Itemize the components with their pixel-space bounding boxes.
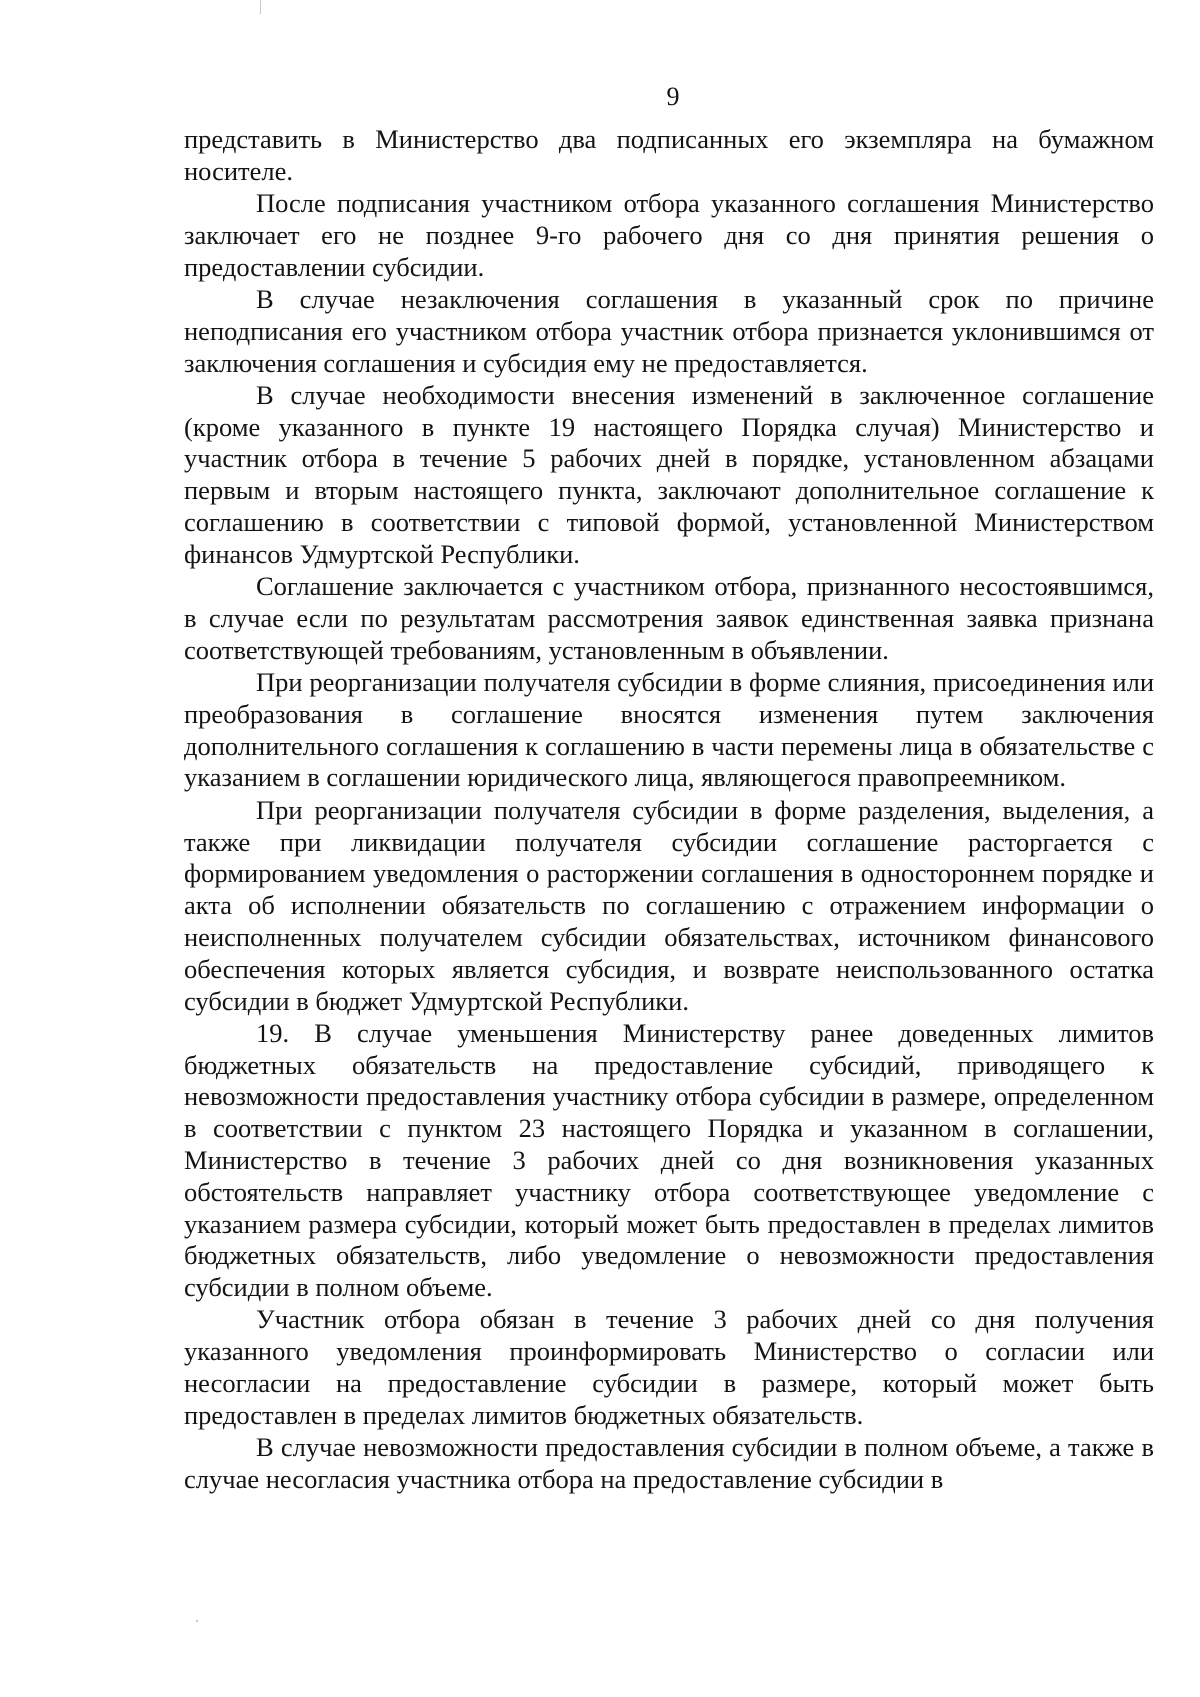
paragraph-non-conclusion: В случае незаключения соглашения в указанный срок по причине неподписания его участником отбора участник отбора признается уклонившимся от заключения соглашения и субсидия ему не предоставляется. (184, 283, 1154, 378)
paragraph-continuation: представить в Министерство два подписанных его экземпляра на бумажном носителе. (184, 124, 1154, 186)
document-body (184, 124, 1154, 1496)
paragraph-clause-19: 19. В случае уменьшения Министерству ранее доведенных лимитов бюджетных обязательств на предоставление субсидий, приводящего к невозможности предоставления участнику отбора субсидии в размере, определенном в соответствии с пунктом 23 настоящего Порядка и указанном в соглашении, Министерство в течение 3 рабочих дней со дня возникновения указанных обстоятельств направляет участнику отбора соответствующее уведомление с указанием размера субсидии, который может быть предоставлен в пределах лимитов бюджетных обязательств, либо уведомление о невозможности предоставления субсидии в полном объеме. (184, 1017, 1154, 1303)
scan-artifact (260, 0, 261, 14)
paragraph-participant-obligation: Участник отбора обязан в течение 3 рабочих дней со дня получения указанного уведомления проинформировать Министерство о согласии или несогласии на предоставление субсидии в размере, который может быть предоставлен в пределах лимитов бюджетных обязательств. (184, 1304, 1154, 1430)
paragraph-impossibility: В случае невозможности предоставления субсидии в полном объеме, а также в случае несогласия участника отбора на предоставление субсидии в (184, 1432, 1154, 1494)
paragraph-amendments: В случае необходимости внесения изменений в заключенное соглашение (кроме указанного в пункте 19 настоящего Порядка случая) Министерство и участник отбора в течение 5 рабочих дней в порядке, установленном абзацами первым и вторым настоящего пункта, заключают дополнительное соглашение к соглашению в соответствии с типовой формой, установленной Министерством финансов Удмуртской Республики. (184, 379, 1154, 569)
page-number: 9 (666, 82, 680, 111)
paragraph-signing: После подписания участником отбора указанного соглашения Министерство заключает его не позднее 9-го рабочего дня со дня принятия решения о предоставлении субсидии. (184, 188, 1154, 282)
paragraph-reorganization-division: При реорганизации получателя субсидии в форме разделения, выделения, а также при ликвидации получателя субсидии соглашение расторгается с формированием уведомления о расторжении соглашения в одностороннем порядке и акта об исполнении обязательств по соглашению с отражением информации о неисполненных получателем субсидии обязательствах, источником финансового обеспечения которых является субсидия, и возврате неиспользованного остатка субсидии в бюджет Удмуртской Республики. (184, 794, 1154, 1016)
scan-artifact (196, 1620, 198, 1622)
paragraph-failed-selection: Соглашение заключается с участником отбора, признанного несостоявшимся, в случае если по результатам рассмотрения заявок единственная заявка признана соответствующей требованиям, установленным в объявлении. (184, 571, 1154, 665)
paragraph-reorganization-merger: При реорганизации получателя субсидии в форме слияния, присоединения или преобразования в соглашение вносятся изменения путем заключения дополнительного соглашения к соглашению в части перемены лица в обязательстве с указанием в соглашении юридического лица, являющегося правопреемником. (184, 667, 1154, 793)
